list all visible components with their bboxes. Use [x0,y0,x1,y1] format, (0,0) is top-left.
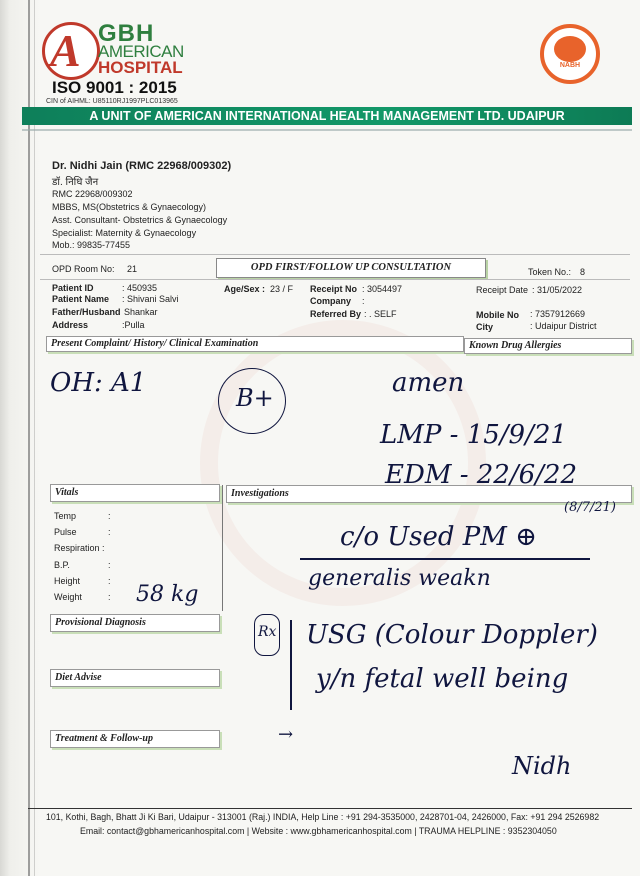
handwritten-arrow: → [278,724,294,745]
receipt-no-value: : 3054497 [362,284,403,294]
age-sex-label: Age/Sex : [224,284,266,294]
doctor-name-hindi: डॉ. निधि जैन [52,177,99,188]
vitals-weight-label: Weight [54,592,82,602]
handwritten-lmp: LMP - 15/9/21 [380,420,567,450]
company-label: Company [310,296,352,306]
allergies-section-header: Known Drug Allergies [464,338,632,354]
diet-advise-header: Diet Advise [50,669,220,687]
handwritten-amen: amen [392,368,465,398]
footer-divider [28,808,632,809]
handwritten-used-pm: c/o Used PM ⊕ [340,522,537,552]
city-value: : Udaipur District [530,321,597,331]
consultation-divider [40,279,630,280]
vitals-bp-label: B.P. [54,560,70,570]
nabh-seal [540,24,600,84]
brand-gbh: GBH [98,20,155,47]
vitals-respiration-label: Respiration : [54,543,105,553]
doctor-divider [40,254,630,255]
handwritten-generalised-weakness: generalis weakn [308,566,491,591]
vitals-colon: : [108,592,111,602]
patient-name-value: : Shivani Salvi [122,294,179,304]
receipt-date-label: Receipt Date [476,285,529,295]
referred-by-label: Referred By [310,309,362,319]
treatment-header: Treatment & Follow-up [50,730,220,748]
vitals-height-label: Height [54,576,81,586]
nabh-emblem-icon [554,36,586,62]
vitals-temp-label: Temp [54,511,77,521]
handwritten-underline [300,558,590,560]
father-label: Father/Husband [52,307,121,317]
provisional-diagnosis-header: Provisional Diagnosis [50,614,220,632]
brand-hospital: HOSPITAL [98,58,183,77]
patient-id-value: : 450935 [122,283,158,293]
opd-room-label: OPD Room No: [52,264,115,274]
consultation-title: OPD FIRST/FOLLOW UP CONSULTATION [216,258,486,278]
age-sex-value: 23 / F [270,284,294,294]
scan-artifact-line [34,0,35,876]
mobile-value: : 7357912669 [530,309,586,319]
handwritten-usg: USG (Colour Doppler) [306,620,598,650]
referred-by-value: : . SELF [364,309,397,319]
token-label: Token No.: [528,267,572,277]
receipt-date-value: : 31/05/2022 [532,285,583,295]
handwritten-edd: EDM - 22/6/22 [385,460,577,490]
vitals-pulse-label: Pulse [54,527,77,537]
handwritten-rx: Rx [258,624,277,640]
vitals-colon: : [108,560,111,570]
handwritten-blood-group: B+ [236,384,274,412]
handwritten-fetal-wellbeing: y/n fetal well being [316,664,569,694]
father-value: Shankar [124,307,158,317]
city-label: City [476,322,494,332]
investigations-section-header: Investigations [226,485,632,503]
handwritten-date-note: (8/7/21) [564,500,616,515]
handwritten-bracket [290,620,292,710]
patient-name-label: Patient Name [52,294,110,304]
patient-id-label: Patient ID [52,283,94,293]
company-value: : [362,296,365,306]
iso-certification: ISO 9001 : 2015 [52,78,177,97]
footer-contact: Email: contact@gbhamericanhospital.com | Website : www.gbhamericanhospital.com | TRAUMA HELPLINE : 9352304050 [80,826,557,836]
token-value: 8 [580,267,586,277]
mobile-label: Mobile No [476,310,519,320]
doctor-rmc: RMC 22968/009302 [52,189,133,199]
address-label: Address [52,320,89,330]
handwritten-obstetric-history: OH: A1 [50,368,147,398]
doctor-specialist: Specialist: Maternity & Gynaecology [52,228,197,238]
handwritten-weight: 58 kg [136,582,199,607]
opd-room-value: 21 [127,264,138,274]
header-banner: A UNIT OF AMERICAN INTERNATIONAL HEALTH MANAGEMENT LTD. UDAIPUR [22,107,632,125]
hospital-logo-mark: A [50,25,81,76]
doctor-name: Dr. Nidhi Jain (RMC 22968/009302) [52,160,232,172]
vitals-section-header: Vitals [50,484,220,502]
vitals-colon: : [108,576,111,586]
brand-american: AMERICAN [98,42,184,61]
receipt-no-label: Receipt No [310,284,358,294]
vitals-divider [222,485,223,611]
vitals-colon: : [108,527,111,537]
doctor-mobile: Mob.: 99835-77455 [52,240,131,250]
doctor-signature: Nidh [512,752,572,780]
footer-address: 101, Kothi, Bagh, Bhatt Ji Ki Bari, Udaipur - 313001 (Raj.) INDIA, Help Line : +91 294-3535000, 2428701-04, 2426000, Fax: +91 294 2526982 [46,812,600,822]
cin-number: CIN of AIHML: U85110RJ1997PLC013965 [46,98,178,105]
doctor-designation: Asst. Consultant- Obstetrics & Gynaecology [52,215,228,225]
scan-artifact-line [28,0,30,876]
header-divider [22,129,632,131]
doctor-qualification: MBBS, MS(Obstetrics & Gynaecology) [52,202,207,212]
vitals-colon: : [108,511,111,521]
complaint-section-header: Present Complaint/ History/ Clinical Examination [46,336,464,352]
nabh-label: NABH [559,62,581,69]
address-value: :Pulla [122,320,145,330]
